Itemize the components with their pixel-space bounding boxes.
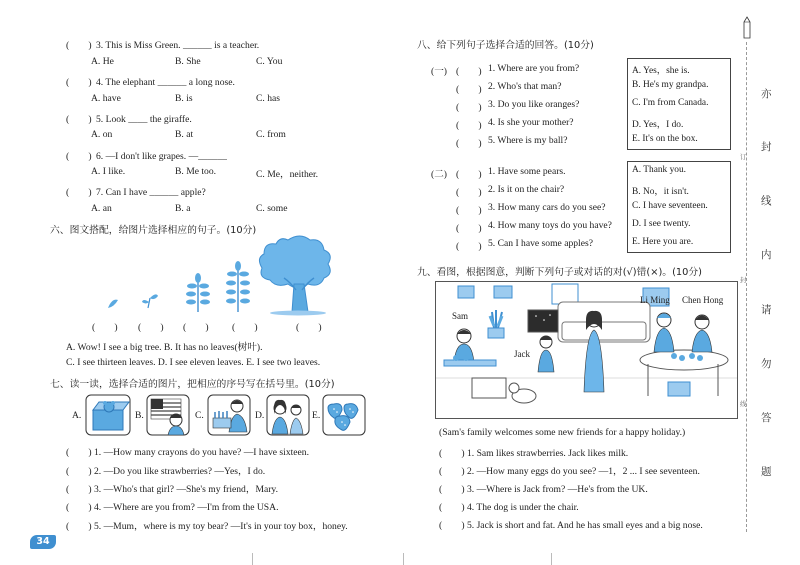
group-2-label: (二) bbox=[431, 169, 447, 180]
match-item-4 bbox=[66, 499, 278, 513]
section-6-title: 六、图文搭配，给图片选择相应的句子。(10分) bbox=[50, 225, 257, 236]
judge-item-4 bbox=[439, 499, 579, 513]
binding-mark: 订 bbox=[740, 153, 747, 161]
question-text: 5. Where is my ball? bbox=[488, 135, 568, 146]
answer-paren[interactable]: ( ) bbox=[439, 520, 465, 531]
picture-letter-a: A. bbox=[72, 410, 82, 421]
question-text: 1. Where are you from? bbox=[488, 63, 580, 74]
answer-option: D. Yes，I do. bbox=[632, 120, 684, 130]
option-c: C. Me，neither. bbox=[256, 169, 319, 180]
bottom-tick bbox=[551, 553, 552, 565]
answer-box-2 bbox=[627, 161, 731, 253]
toy-box-picture bbox=[85, 394, 131, 436]
answer-option: A. Thank you. bbox=[632, 165, 686, 175]
question-4 bbox=[66, 74, 235, 88]
answer-option: E. It's on the box. bbox=[632, 134, 698, 144]
answer-paren[interactable]: ( ) bbox=[439, 448, 465, 459]
statement-text: 3. —Where is Jack from? —He's from the UK. bbox=[466, 484, 648, 495]
section-7-title: 七、读一读，选择合适的图片，把相应的序号写在括号里。(10分) bbox=[50, 379, 335, 390]
answer-paren[interactable]: ( ) bbox=[66, 187, 92, 198]
page-number: 34 bbox=[36, 536, 50, 547]
right-page bbox=[404, 0, 744, 565]
option-b: B. Me too. bbox=[175, 166, 217, 177]
picture-letter-e: E. bbox=[312, 410, 321, 421]
page-number-badge bbox=[30, 535, 56, 549]
question-text: 4. How many toys do you have? bbox=[488, 220, 612, 231]
question-5 bbox=[66, 111, 192, 125]
question-text: 3. How many cars do you see? bbox=[488, 202, 606, 213]
option-c: C. You bbox=[256, 56, 283, 67]
li-ming-label: Li Ming bbox=[640, 295, 670, 305]
tree-growth-pictures bbox=[90, 234, 370, 316]
answer-paren[interactable]: ( ) bbox=[456, 138, 482, 149]
option-a: A. an bbox=[91, 203, 112, 214]
sidebar-char: 勿 bbox=[761, 358, 772, 370]
answer-paren[interactable]: ( ) bbox=[439, 502, 465, 513]
answer-paren[interactable]: ( ) bbox=[456, 169, 482, 180]
question-text: 4. Is she your mother? bbox=[488, 117, 574, 128]
sidebar-char: 线 bbox=[761, 195, 772, 207]
pencil-icon bbox=[742, 16, 752, 40]
dialogue-text: 4. —Where are you from? —I'm from the USA. bbox=[93, 502, 279, 513]
question-6 bbox=[66, 148, 227, 162]
sapling-thirteen-picture bbox=[226, 261, 250, 312]
dialogue-text: 5. —Mum，where is my toy bear? —It's in your toy box，honey. bbox=[93, 521, 348, 532]
answer-option: D. I see twenty. bbox=[632, 219, 691, 229]
option-b: B. is bbox=[175, 93, 193, 104]
bottom-tick bbox=[252, 553, 253, 565]
answer-paren[interactable]: ( ) bbox=[138, 322, 164, 333]
chen-hong-label: Chen Hong bbox=[682, 295, 724, 305]
picture-letter-c: C. bbox=[195, 410, 204, 421]
section-8-title: 八、给下列句子选择合适的回答。(10分) bbox=[417, 40, 594, 51]
sidebar-char: 答 bbox=[761, 412, 772, 424]
option-c: C. from bbox=[256, 129, 286, 140]
answer-option: E. Here you are. bbox=[632, 237, 694, 247]
sam-label: Sam bbox=[452, 311, 469, 321]
answer-paren[interactable]: ( ) bbox=[456, 102, 482, 113]
crayons-picture bbox=[207, 394, 251, 436]
answer-paren[interactable]: ( ) bbox=[183, 322, 209, 333]
answer-paren[interactable]: ( ) bbox=[456, 84, 482, 95]
picture-letter-b: B. bbox=[135, 410, 144, 421]
option-a: A. He bbox=[91, 56, 114, 67]
judge-item-1 bbox=[439, 445, 628, 459]
strawberries-picture bbox=[322, 394, 366, 436]
question-text: 7. Can I have ______ apple? bbox=[95, 187, 206, 198]
answer-paren[interactable]: ( ) bbox=[66, 484, 92, 495]
answer-paren[interactable]: ( ) bbox=[456, 187, 482, 198]
answer-paren[interactable]: ( ) bbox=[456, 223, 482, 234]
statement-text: 1. Sam likes strawberries. Jack likes milk. bbox=[466, 448, 629, 459]
match-item-3 bbox=[66, 481, 278, 495]
binding-mark: 封 bbox=[740, 276, 747, 284]
answer-paren[interactable]: ( ) bbox=[296, 322, 322, 333]
answer-option: B. He's my grandpa. bbox=[632, 80, 709, 90]
answer-option: C. I have seventeen. bbox=[632, 201, 708, 211]
answer-paren[interactable]: ( ) bbox=[232, 322, 258, 333]
jack-label: Jack bbox=[514, 349, 530, 359]
question-text: 2. Is it on the chair? bbox=[488, 184, 565, 195]
judge-item-2 bbox=[439, 463, 700, 477]
answer-paren[interactable]: ( ) bbox=[456, 205, 482, 216]
match-item-1 bbox=[66, 444, 309, 458]
option-b: B. She bbox=[175, 56, 201, 67]
statement-text: 4. The dog is under the chair. bbox=[466, 502, 579, 513]
answer-paren[interactable]: ( ) bbox=[66, 114, 92, 125]
statement-text: 2. —How many eggs do you see? —1，2 ... I see seventeen. bbox=[466, 466, 700, 477]
match-item-2 bbox=[66, 463, 265, 477]
sidebar-char: 请 bbox=[761, 304, 772, 316]
answer-option: B. No，it isn't. bbox=[632, 187, 689, 197]
question-text: 6. —I don't like grapes. —______ bbox=[95, 151, 227, 162]
binding-line bbox=[746, 42, 747, 532]
dialogue-text: 2. —Do you like strawberries? —Yes，I do. bbox=[93, 466, 266, 477]
usa-flag-boy-picture bbox=[146, 394, 190, 436]
judge-item-5 bbox=[439, 517, 703, 531]
option-a: A. have bbox=[91, 93, 121, 104]
answer-paren[interactable]: ( ) bbox=[66, 77, 92, 88]
option-c: C. some bbox=[256, 203, 288, 214]
question-3 bbox=[66, 37, 259, 51]
question-text: 2. Who's that man? bbox=[488, 81, 562, 92]
answer-option: C. I'm from Canada. bbox=[632, 98, 709, 108]
question-text: 5. Can I have some apples? bbox=[488, 238, 593, 249]
option-b: B. at bbox=[175, 129, 194, 140]
holiday-scene-picture bbox=[435, 281, 738, 419]
big-tree-picture bbox=[259, 236, 330, 316]
answer-paren[interactable]: ( ) bbox=[439, 466, 465, 477]
option-a: A. I like. bbox=[91, 166, 126, 177]
sentence-options-line-1: A. Wow! I see a big tree. B. It has no leaves(树叶). bbox=[66, 342, 263, 353]
answer-paren[interactable]: ( ) bbox=[66, 40, 92, 51]
answer-paren[interactable]: ( ) bbox=[456, 120, 482, 131]
question-text: 4. The elephant ______ a long nose. bbox=[95, 77, 235, 88]
answer-box-1 bbox=[627, 58, 731, 150]
section-9-title: 九、看图，根据图意，判断下列句子或对话的对(√)错(×)。(10分) bbox=[417, 267, 702, 278]
answer-paren[interactable]: ( ) bbox=[92, 322, 118, 333]
match-item-5 bbox=[66, 518, 348, 532]
answer-option: A. Yes，she is. bbox=[632, 66, 690, 76]
option-b: B. a bbox=[175, 203, 191, 214]
option-a: A. on bbox=[91, 129, 113, 140]
girl-friend-picture bbox=[266, 394, 310, 436]
sidebar-char: 封 bbox=[761, 141, 772, 153]
sidebar-char: 内 bbox=[761, 249, 772, 261]
option-c: C. has bbox=[256, 93, 280, 104]
question-7 bbox=[66, 184, 206, 198]
question-text: 1. Have some pears. bbox=[488, 166, 566, 177]
sidebar-char: 亦 bbox=[761, 88, 772, 100]
answer-paren[interactable]: ( ) bbox=[66, 502, 92, 513]
binding-mark: 线 bbox=[740, 400, 747, 408]
judge-item-3 bbox=[439, 481, 648, 495]
dialogue-text: 3. —Who's that girl? —She's my friend，Mary. bbox=[93, 484, 279, 495]
question-text: 3. Do you like oranges? bbox=[488, 99, 580, 110]
answer-paren[interactable]: ( ) bbox=[66, 151, 92, 162]
group-1-label: (一) bbox=[431, 66, 447, 77]
answer-paren[interactable]: ( ) bbox=[439, 484, 465, 495]
dialogue-text: 1. —How many crayons do you have? —I have sixteen. bbox=[93, 447, 309, 458]
answer-paren[interactable]: ( ) bbox=[66, 466, 92, 477]
statement-text: 5. Jack is short and fat. And he has small eyes and a big nose. bbox=[466, 520, 703, 531]
sentence-options-line-2: C. I see thirteen leaves. D. I see eleven leaves. E. I see two leaves. bbox=[66, 357, 321, 368]
two-leaves-picture bbox=[108, 300, 118, 308]
question-text: 3. This is Miss Green. ______ is a teacher. bbox=[95, 40, 260, 51]
small-sprout-picture bbox=[142, 294, 158, 308]
picture-letter-d: D. bbox=[255, 410, 265, 421]
answer-paren[interactable]: ( ) bbox=[456, 241, 482, 252]
answer-paren[interactable]: ( ) bbox=[66, 521, 92, 532]
sapling-eleven-picture bbox=[186, 273, 210, 312]
sidebar-char: 题 bbox=[761, 466, 772, 478]
answer-paren[interactable]: ( ) bbox=[66, 447, 92, 458]
answer-paren[interactable]: ( ) bbox=[456, 66, 482, 77]
question-text: 5. Look ____ the giraffe. bbox=[95, 114, 192, 125]
scene-caption: (Sam's family welcomes some new friends for a happy holiday.) bbox=[439, 427, 686, 438]
